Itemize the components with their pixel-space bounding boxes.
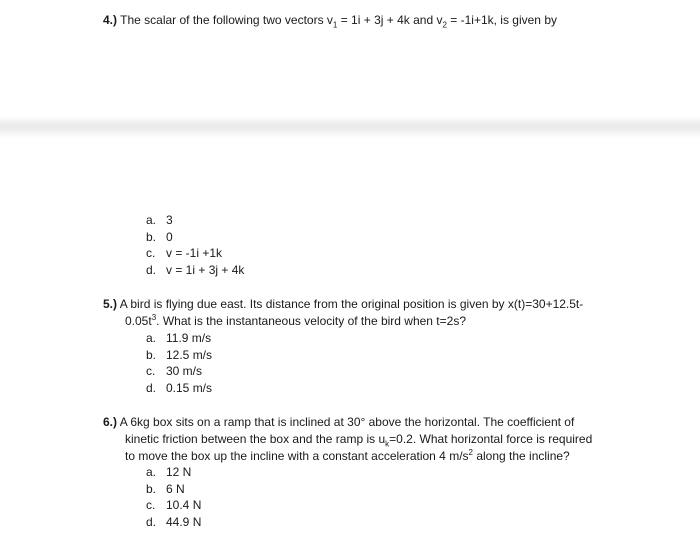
question-6-text: A 6kg box sits on a ramp that is inclined at 30° above the horizontal. The coefficient of [119,415,575,429]
choice-item: b. 0 [146,229,173,244]
question-6-number: 6.) [103,415,118,429]
choice-item: a. 12 N [146,465,192,479]
vector-v1-expression: = 1i + 3j + 4k and [340,13,434,27]
choice-item: d. 44.9 N [146,514,202,529]
vector-v2-expression: = -1i+1k, is given by [450,13,557,27]
question-5-text: A bird is flying due east. Its distance from the original position is given by x(t)=30+12.5t- [119,297,584,311]
choice-item: c. v = -1i +1k [146,246,223,260]
question-4-number: 4.) [103,13,118,27]
choice-item: d. v = 1i + 3j + 4k [146,262,245,277]
choice-item: c. 10.4 N [146,498,202,512]
question-4-stem [103,12,557,28]
question-6-choices [146,464,201,530]
question-6-line-3: to move the box up the incline with a constant acceleration 4 $m/s^2$ along the incline? [125,448,570,463]
question-5-line-1 [103,296,583,312]
choice-item: a. 11.9 m/s [146,331,212,345]
question-5-choices [146,330,212,396]
vector-v1-label: $v_1$ [326,13,338,30]
question-4-choices [146,212,244,278]
vector-v2-label: $v_2$ [436,13,447,30]
choice-item: a. 3 [146,213,173,227]
scan-divider-band [0,116,700,138]
choice-item: b. 12.5 m/s [146,347,213,362]
question-4-text: The scalar of the following two vectors [120,13,324,27]
question-6-line-1 [103,414,574,430]
question-5-number: 5.) [103,297,118,311]
choice-item: d. 0.15 m/s [146,380,213,395]
choice-item: b. 6 N [146,481,185,496]
question-5-line-2: $0.05t^3$. What is the instantaneous velocity of the bird when t=2s? [125,313,466,328]
question-6-line-2: kinetic friction between the box and the ramp is $u_k=0.2$. What horizontal force is required [125,432,593,449]
choice-item: c. 30 m/s [146,364,203,378]
